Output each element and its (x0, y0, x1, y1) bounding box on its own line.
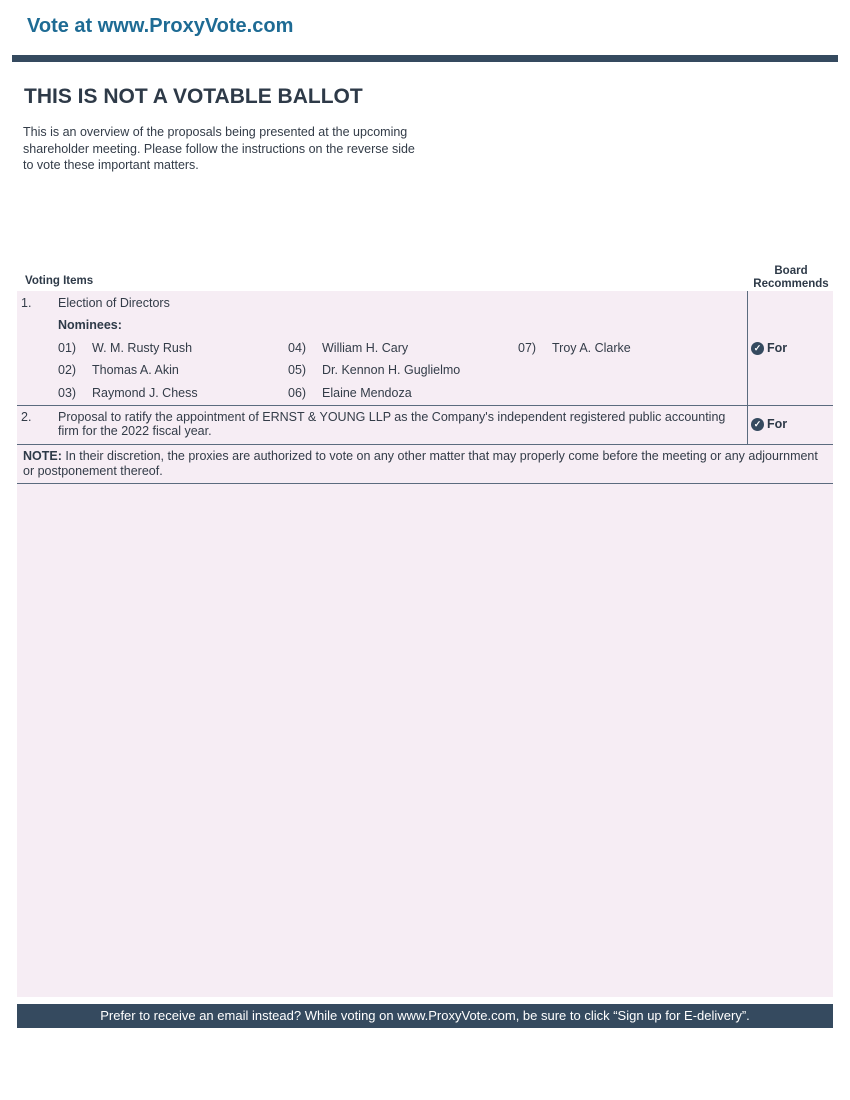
item-number: 1. (21, 296, 32, 310)
recommendation-text: For (767, 341, 788, 355)
nominee-number: 07) (518, 341, 537, 355)
nominee-06 (288, 386, 412, 400)
nominee-name: Troy A. Clarke (552, 341, 631, 355)
item-description: Election of Directors (58, 296, 170, 310)
nominee-name: Thomas A. Akin (92, 363, 179, 377)
nominee-02 (58, 363, 179, 377)
nominee-number: 01) (58, 341, 77, 355)
nominee-07 (518, 341, 631, 355)
check-circle-icon: ✓ (751, 418, 764, 431)
nominee-number: 04) (288, 341, 307, 355)
recommendation-text: For (767, 417, 788, 431)
voting-item-1 (17, 291, 833, 406)
note-row (17, 444, 833, 484)
note-text (23, 449, 823, 479)
note-body: In their discretion, the proxies are authorized to vote on any other matter that may properly come before the meeting or any adjournment or postponement thereof. (23, 449, 818, 478)
nominee-number: 03) (58, 386, 77, 400)
nominees-label: Nominees: (58, 318, 122, 332)
voting-items-header: Voting Items (25, 275, 94, 287)
column-divider (747, 291, 748, 405)
nominee-name: Elaine Mendoza (322, 386, 412, 400)
nominee-name: Dr. Kennon H. Guglielmo (322, 363, 461, 377)
nominee-name: W. M. Rusty Rush (92, 341, 193, 355)
board-recommendation (751, 341, 787, 355)
proxyvote-link[interactable]: Vote at www.ProxyVote.com (27, 15, 294, 37)
column-divider (747, 405, 748, 444)
nominee-04 (288, 341, 408, 355)
page-title: THIS IS NOT A VOTABLE BALLOT (24, 85, 363, 108)
nominee-number: 06) (288, 386, 307, 400)
voting-item-2 (17, 405, 833, 445)
nominee-number: 02) (58, 363, 77, 377)
board-recommends-header (748, 265, 834, 291)
intro-text: This is an overview of the proposals being presented at the upcoming shareholder meeting. Please follow the instructions on the reverse side to vote these important matters. (23, 125, 415, 172)
edelivery-banner: Prefer to receive an email instead? While voting on www.ProxyVote.com, be sure to click “Sign up for E-delivery”. (17, 1004, 833, 1028)
header-divider (12, 55, 838, 62)
nominee-05 (288, 363, 460, 377)
board-header-line2: Recommends (753, 278, 829, 290)
nominee-01 (58, 341, 192, 355)
nominee-number: 05) (288, 363, 307, 377)
board-recommendation (751, 417, 787, 431)
nominee-03 (58, 386, 198, 400)
nominee-name: William H. Cary (322, 341, 409, 355)
item-number: 2. (21, 410, 32, 424)
nominee-name: Raymond J. Chess (92, 386, 198, 400)
note-label: NOTE: (23, 449, 62, 463)
check-circle-icon: ✓ (751, 342, 764, 355)
board-header-line1: Board (774, 265, 808, 277)
item-description: Proposal to ratify the appointment of ERNST & YOUNG LLP as the Company's independent registered public accounting firm for the 2022 fiscal year. (58, 410, 726, 438)
